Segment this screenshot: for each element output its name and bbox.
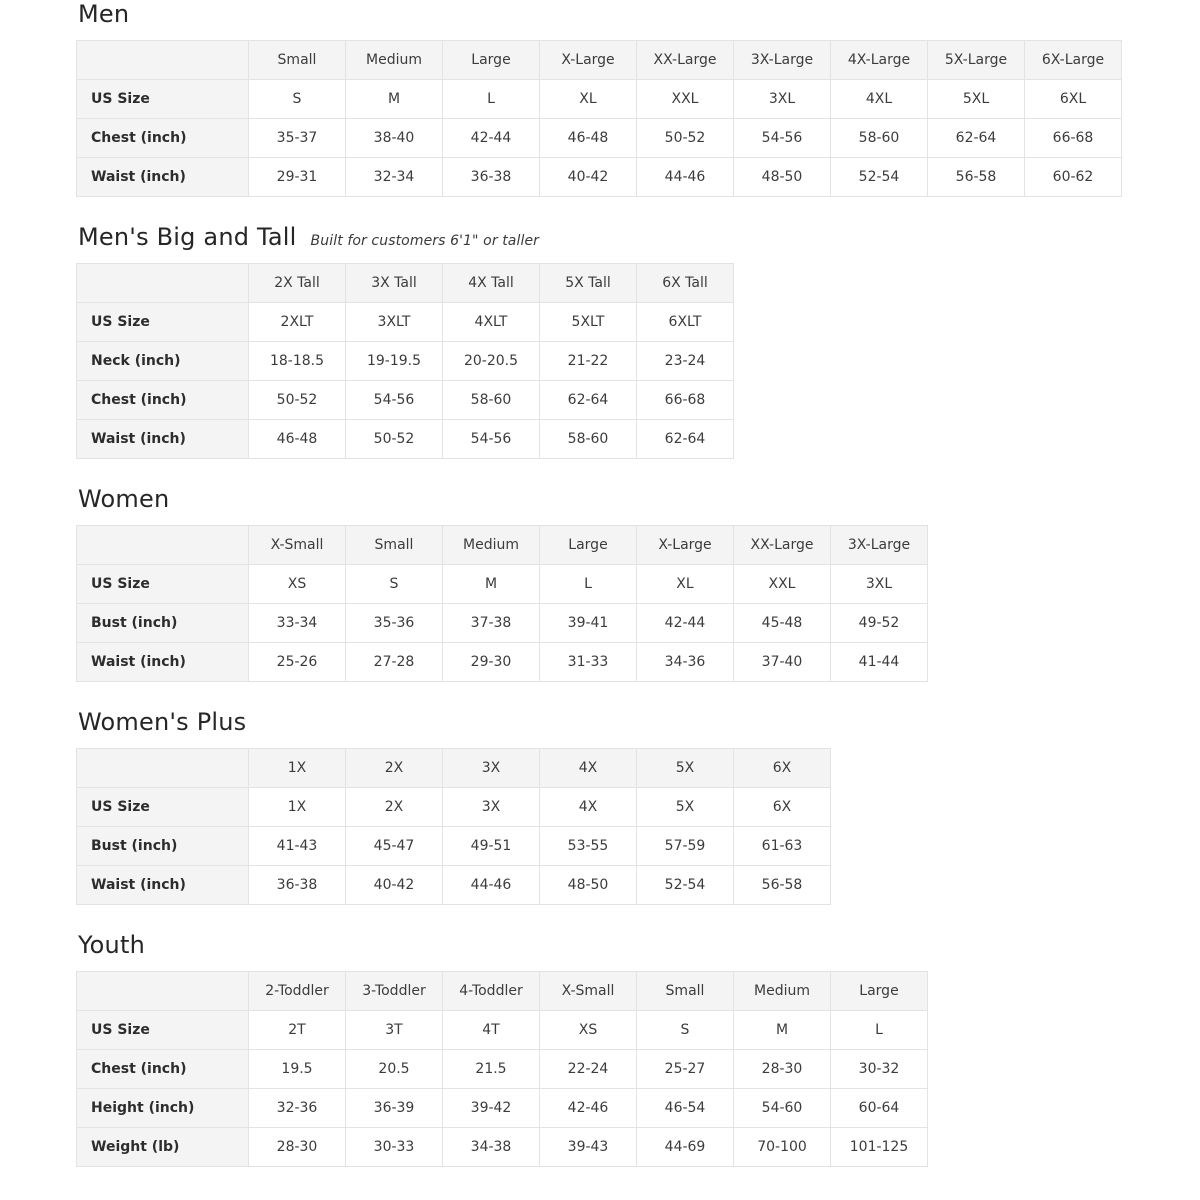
table-cell: 3X xyxy=(443,788,540,827)
size-table xyxy=(76,971,928,1167)
column-header: 2-Toddler xyxy=(249,972,346,1011)
table-cell: 37-38 xyxy=(443,604,540,643)
table-cell: 25-27 xyxy=(637,1050,734,1089)
column-header: 4X xyxy=(540,749,637,788)
column-header: XX-Large xyxy=(734,526,831,565)
table-cell: 22-24 xyxy=(540,1050,637,1089)
table-cell: 62-64 xyxy=(928,119,1025,158)
table-row xyxy=(77,420,734,459)
size-section xyxy=(76,485,1140,682)
section-title: Men's Big and Tall xyxy=(78,223,297,251)
table-cell: 19-19.5 xyxy=(346,342,443,381)
table-cell: 41-44 xyxy=(831,643,928,682)
table-cell: 50-52 xyxy=(249,381,346,420)
table-cell: 48-50 xyxy=(734,158,831,197)
table-cell: 50-52 xyxy=(637,119,734,158)
table-cell: 21-22 xyxy=(540,342,637,381)
column-header: 4-Toddler xyxy=(443,972,540,1011)
column-header: XX-Large xyxy=(637,41,734,80)
column-header: Small xyxy=(249,41,346,80)
table-cell: 56-58 xyxy=(734,866,831,905)
column-header: Large xyxy=(443,41,540,80)
table-cell: 38-40 xyxy=(346,119,443,158)
table-cell: 56-58 xyxy=(928,158,1025,197)
table-cell: 36-38 xyxy=(443,158,540,197)
table-cell: S xyxy=(249,80,346,119)
column-header: 4X-Large xyxy=(831,41,928,80)
table-cell: 61-63 xyxy=(734,827,831,866)
table-cell: 34-36 xyxy=(637,643,734,682)
row-header: Chest (inch) xyxy=(77,1050,249,1089)
table-cell: 36-39 xyxy=(346,1089,443,1128)
table-row xyxy=(77,342,734,381)
column-header: Medium xyxy=(443,526,540,565)
column-header: 2X xyxy=(346,749,443,788)
table-row xyxy=(77,80,1122,119)
table-cell: 36-38 xyxy=(249,866,346,905)
table-cell: 35-36 xyxy=(346,604,443,643)
section-header xyxy=(78,708,1140,736)
table-cell: 58-60 xyxy=(540,420,637,459)
table-cell: 58-60 xyxy=(443,381,540,420)
table-cell: 58-60 xyxy=(831,119,928,158)
table-cell: 46-48 xyxy=(249,420,346,459)
table-cell: 5X xyxy=(637,788,734,827)
table-cell: 2X xyxy=(346,788,443,827)
table-cell: XXL xyxy=(734,565,831,604)
table-cell: 45-48 xyxy=(734,604,831,643)
table-cell: 50-52 xyxy=(346,420,443,459)
table-cell: XXL xyxy=(637,80,734,119)
table-cell: 2XLT xyxy=(249,303,346,342)
table-cell: L xyxy=(443,80,540,119)
table-header-row xyxy=(77,972,928,1011)
table-cell: 20-20.5 xyxy=(443,342,540,381)
table-cell: 32-34 xyxy=(346,158,443,197)
table-cell: 6XL xyxy=(1025,80,1122,119)
table-cell: 52-54 xyxy=(831,158,928,197)
table-cell: 40-42 xyxy=(540,158,637,197)
table-cell: 29-31 xyxy=(249,158,346,197)
row-header: Chest (inch) xyxy=(77,119,249,158)
table-cell: 18-18.5 xyxy=(249,342,346,381)
table-cell: 5XL xyxy=(928,80,1025,119)
table-cell: 21.5 xyxy=(443,1050,540,1089)
section-title: Men xyxy=(78,0,130,28)
table-cell: 4T xyxy=(443,1011,540,1050)
table-header-row xyxy=(77,41,1122,80)
row-header: Waist (inch) xyxy=(77,643,249,682)
column-header: 5X Tall xyxy=(540,264,637,303)
table-row xyxy=(77,643,928,682)
table-cell: 37-40 xyxy=(734,643,831,682)
column-header: X-Small xyxy=(540,972,637,1011)
column-header: X-Large xyxy=(540,41,637,80)
table-cell: S xyxy=(637,1011,734,1050)
table-cell: 44-46 xyxy=(637,158,734,197)
table-header-row xyxy=(77,526,928,565)
row-header: Height (inch) xyxy=(77,1089,249,1128)
table-cell: 44-69 xyxy=(637,1128,734,1167)
column-header: 6X-Large xyxy=(1025,41,1122,80)
table-cell: 30-32 xyxy=(831,1050,928,1089)
size-section xyxy=(76,0,1140,197)
table-cell: XL xyxy=(540,80,637,119)
table-row xyxy=(77,381,734,420)
table-row xyxy=(77,604,928,643)
table-cell: M xyxy=(346,80,443,119)
table-row xyxy=(77,303,734,342)
size-chart-sections xyxy=(76,0,1140,1167)
table-cell: 30-33 xyxy=(346,1128,443,1167)
table-cell: L xyxy=(540,565,637,604)
table-cell: XL xyxy=(637,565,734,604)
table-row xyxy=(77,788,831,827)
column-header: X-Small xyxy=(249,526,346,565)
column-header: 6X xyxy=(734,749,831,788)
table-cell: 40-42 xyxy=(346,866,443,905)
column-header: 5X-Large xyxy=(928,41,1025,80)
table-cell: 3XL xyxy=(734,80,831,119)
table-cell: 6X xyxy=(734,788,831,827)
column-header: Medium xyxy=(734,972,831,1011)
table-cell: 32-36 xyxy=(249,1089,346,1128)
table-corner-cell xyxy=(77,526,249,565)
section-header xyxy=(78,931,1140,959)
table-header-row xyxy=(77,264,734,303)
row-header: US Size xyxy=(77,565,249,604)
column-header: 5X xyxy=(637,749,734,788)
table-cell: 4XL xyxy=(831,80,928,119)
table-row xyxy=(77,565,928,604)
table-row xyxy=(77,866,831,905)
table-row xyxy=(77,1128,928,1167)
table-cell: 66-68 xyxy=(1025,119,1122,158)
table-cell: 3XL xyxy=(831,565,928,604)
section-note: Built for customers 6'1" or taller xyxy=(310,233,540,249)
column-header: 3X xyxy=(443,749,540,788)
table-cell: 4X xyxy=(540,788,637,827)
row-header: Bust (inch) xyxy=(77,827,249,866)
table-cell: 42-44 xyxy=(637,604,734,643)
table-cell: L xyxy=(831,1011,928,1050)
size-section xyxy=(76,931,1140,1167)
row-header: US Size xyxy=(77,80,249,119)
column-header: 3X-Large xyxy=(734,41,831,80)
table-cell: 44-46 xyxy=(443,866,540,905)
table-cell: 3XLT xyxy=(346,303,443,342)
table-corner-cell xyxy=(77,264,249,303)
table-row xyxy=(77,827,831,866)
column-header: Large xyxy=(540,526,637,565)
table-cell: 101-125 xyxy=(831,1128,928,1167)
table-cell: 46-54 xyxy=(637,1089,734,1128)
table-corner-cell xyxy=(77,972,249,1011)
size-table xyxy=(76,263,734,459)
section-title: Youth xyxy=(78,931,145,959)
table-cell: 45-47 xyxy=(346,827,443,866)
column-header: 6X Tall xyxy=(637,264,734,303)
table-cell: 39-41 xyxy=(540,604,637,643)
section-header xyxy=(78,485,1140,513)
table-row xyxy=(77,1089,928,1128)
section-header xyxy=(78,223,1140,251)
table-cell: 60-62 xyxy=(1025,158,1122,197)
column-header: X-Large xyxy=(637,526,734,565)
table-header-row xyxy=(77,749,831,788)
table-cell: 53-55 xyxy=(540,827,637,866)
table-cell: 19.5 xyxy=(249,1050,346,1089)
size-section xyxy=(76,708,1140,905)
table-cell: 20.5 xyxy=(346,1050,443,1089)
column-header: Small xyxy=(637,972,734,1011)
table-cell: 39-43 xyxy=(540,1128,637,1167)
size-table xyxy=(76,40,1122,197)
table-cell: 62-64 xyxy=(540,381,637,420)
table-corner-cell xyxy=(77,41,249,80)
section-title: Women xyxy=(78,485,170,513)
table-cell: 46-48 xyxy=(540,119,637,158)
table-cell: 28-30 xyxy=(249,1128,346,1167)
size-table xyxy=(76,525,928,682)
table-cell: 52-54 xyxy=(637,866,734,905)
size-section xyxy=(76,223,1140,459)
table-cell: 23-24 xyxy=(637,342,734,381)
table-cell: 39-42 xyxy=(443,1089,540,1128)
table-cell: 49-52 xyxy=(831,604,928,643)
column-header: 4X Tall xyxy=(443,264,540,303)
column-header: 1X xyxy=(249,749,346,788)
table-cell: 42-44 xyxy=(443,119,540,158)
column-header: 3X-Large xyxy=(831,526,928,565)
row-header: Waist (inch) xyxy=(77,158,249,197)
table-row xyxy=(77,119,1122,158)
table-cell: 3T xyxy=(346,1011,443,1050)
row-header: Neck (inch) xyxy=(77,342,249,381)
table-cell: 5XLT xyxy=(540,303,637,342)
section-header xyxy=(78,0,1140,28)
table-cell: S xyxy=(346,565,443,604)
column-header: Large xyxy=(831,972,928,1011)
table-cell: M xyxy=(443,565,540,604)
table-cell: 4XLT xyxy=(443,303,540,342)
section-title: Women's Plus xyxy=(78,708,247,736)
column-header: 2X Tall xyxy=(249,264,346,303)
column-header: Small xyxy=(346,526,443,565)
table-corner-cell xyxy=(77,749,249,788)
size-table xyxy=(76,748,831,905)
table-cell: 25-26 xyxy=(249,643,346,682)
table-cell: 48-50 xyxy=(540,866,637,905)
table-cell: 49-51 xyxy=(443,827,540,866)
column-header: 3X Tall xyxy=(346,264,443,303)
row-header: US Size xyxy=(77,1011,249,1050)
table-cell: 42-46 xyxy=(540,1089,637,1128)
row-header: Bust (inch) xyxy=(77,604,249,643)
table-cell: M xyxy=(734,1011,831,1050)
table-cell: 1X xyxy=(249,788,346,827)
table-cell: 29-30 xyxy=(443,643,540,682)
column-header: 3-Toddler xyxy=(346,972,443,1011)
table-cell: 66-68 xyxy=(637,381,734,420)
table-cell: 57-59 xyxy=(637,827,734,866)
table-cell: 31-33 xyxy=(540,643,637,682)
row-header: Waist (inch) xyxy=(77,866,249,905)
table-cell: 54-56 xyxy=(443,420,540,459)
column-header: Medium xyxy=(346,41,443,80)
table-row xyxy=(77,1011,928,1050)
table-cell: 54-56 xyxy=(734,119,831,158)
table-cell: 60-64 xyxy=(831,1089,928,1128)
table-cell: 6XLT xyxy=(637,303,734,342)
table-cell: 33-34 xyxy=(249,604,346,643)
row-header: Chest (inch) xyxy=(77,381,249,420)
table-row xyxy=(77,158,1122,197)
table-cell: 35-37 xyxy=(249,119,346,158)
table-cell: 41-43 xyxy=(249,827,346,866)
row-header: Weight (lb) xyxy=(77,1128,249,1167)
table-cell: 70-100 xyxy=(734,1128,831,1167)
table-cell: 34-38 xyxy=(443,1128,540,1167)
row-header: US Size xyxy=(77,788,249,827)
table-cell: 27-28 xyxy=(346,643,443,682)
table-cell: 2T xyxy=(249,1011,346,1050)
table-cell: 28-30 xyxy=(734,1050,831,1089)
table-cell: 54-60 xyxy=(734,1089,831,1128)
table-cell: 62-64 xyxy=(637,420,734,459)
row-header: Waist (inch) xyxy=(77,420,249,459)
table-cell: XS xyxy=(249,565,346,604)
row-header: US Size xyxy=(77,303,249,342)
table-cell: 54-56 xyxy=(346,381,443,420)
table-row xyxy=(77,1050,928,1089)
table-cell: XS xyxy=(540,1011,637,1050)
